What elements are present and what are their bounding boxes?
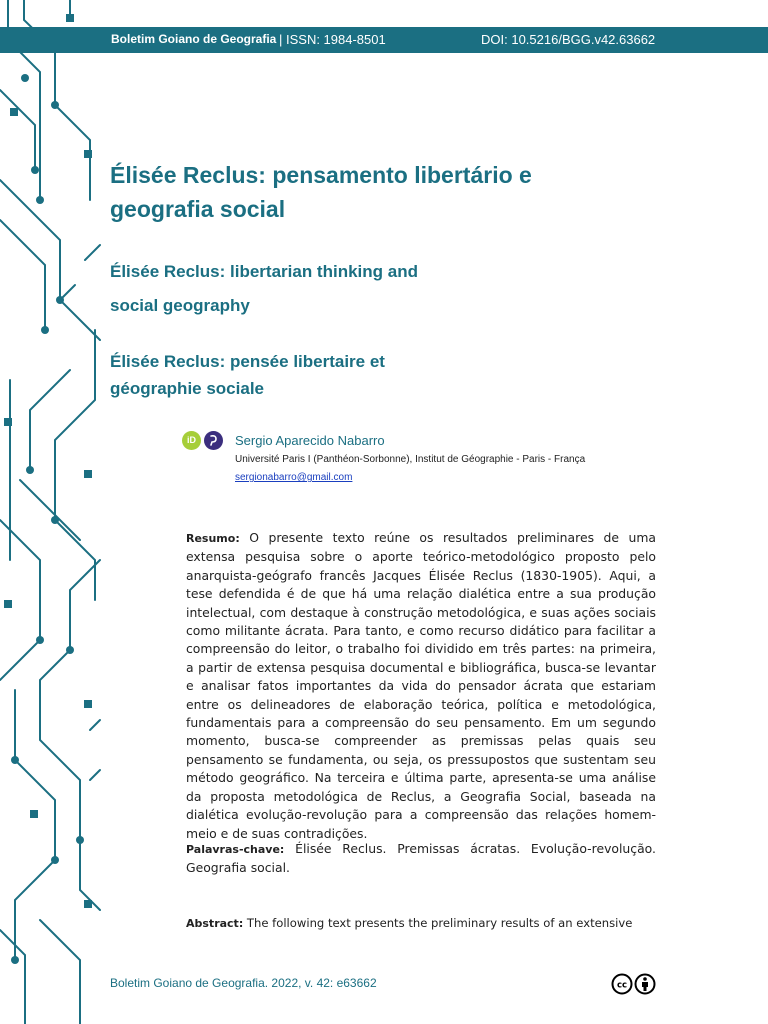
title-en-line1: Élisée Reclus: libertarian thinking and [110,262,418,281]
by-attribution-icon [636,975,655,994]
cc-text: cc [616,980,628,991]
title-english [110,255,710,323]
title-fr-line1: Élisée Reclus: pensée libertaire et [110,352,385,371]
abstract-text: The following text presents the preliminary results of an extensive [246,916,633,930]
title-portuguese [110,158,710,226]
keywords-label: Palavras-chave: [186,843,285,856]
doi: DOI: 10.5216/BGG.v42.63662 [481,32,656,47]
abstract-label: Abstract: [186,917,244,930]
resumo-paragraph [186,529,656,843]
author-name: Sergio Aparecido Nabarro [235,433,385,448]
journal-name: Boletim Goiano de Geografia [111,32,277,46]
decorative-circuit-pattern [0,0,104,1024]
author-affiliation: Université Paris I (Panthéon-Sorbonne), Institut de Géographie - Paris - França [235,454,586,465]
resumo-label: Resumo: [186,532,240,545]
title-pt-line1: Élisée Reclus: pensamento libertário e [110,162,532,188]
issn: | ISSN: 1984-8501 [279,32,386,47]
orcid-icon[interactable]: iD [182,431,201,450]
lattes-icon[interactable] [204,431,223,450]
author-email-link[interactable]: sergionabarro@gmail.com [235,472,353,483]
title-fr-line2: géographie sociale [110,379,264,398]
cc-by-license-badge[interactable] [611,973,657,995]
abstract-english-paragraph [186,914,666,933]
title-en-line2: social geography [110,296,250,315]
title-french [110,348,710,402]
title-pt-line2: geografia social [110,196,286,222]
footer-citation: Boletim Goiano de Geografia. 2022, v. 42: e63662 [110,976,377,990]
resumo-text: O presente texto reúne os resultados preliminares de uma extensa pesquisa sobre o aporte teórico-metodológico proposto pelo anarquista-geógrafo francês Jacques Élisée Reclus (1830-1905). Aqui, a tese defendida é de que há uma relação dialética entre a sua produção intelectual, com destaque à construção metodológica, e suas ações sociais como militante ácrata. Para tanto, e como recurso didático para facilitar a compreensão do leitor, o trabalho foi dividido em três partes: na primeira, a partir de extensa pesquisa documental e bibliográfica, busca-se levantar e analisar fatos importantes da vida do pensador ácrata que estariam entre os delineadores de elaboração teórica, política e metodológica, fundamentais para a compreensão do seu pensamento. Em um segundo momento, busca-se compreender as premissas pelas quais seu pensamento se fundamenta, ou seja, os pressupostos que sustentam seu método geográfico. Na terceira e última parte, apresenta-se uma análise da proposta metodológica de Reclus, a Geografia Social, baseada na dialética evolução-revolução para a compreensão das relações homem-meio e de suas contradições. [186,530,656,841]
keywords-text: Élisée Reclus. Premissas ácratas. Evolução-revolução. Geografia social. [186,841,656,876]
keywords-paragraph [186,840,656,878]
cc-icon [613,975,632,994]
journal-header-bar [0,27,768,53]
